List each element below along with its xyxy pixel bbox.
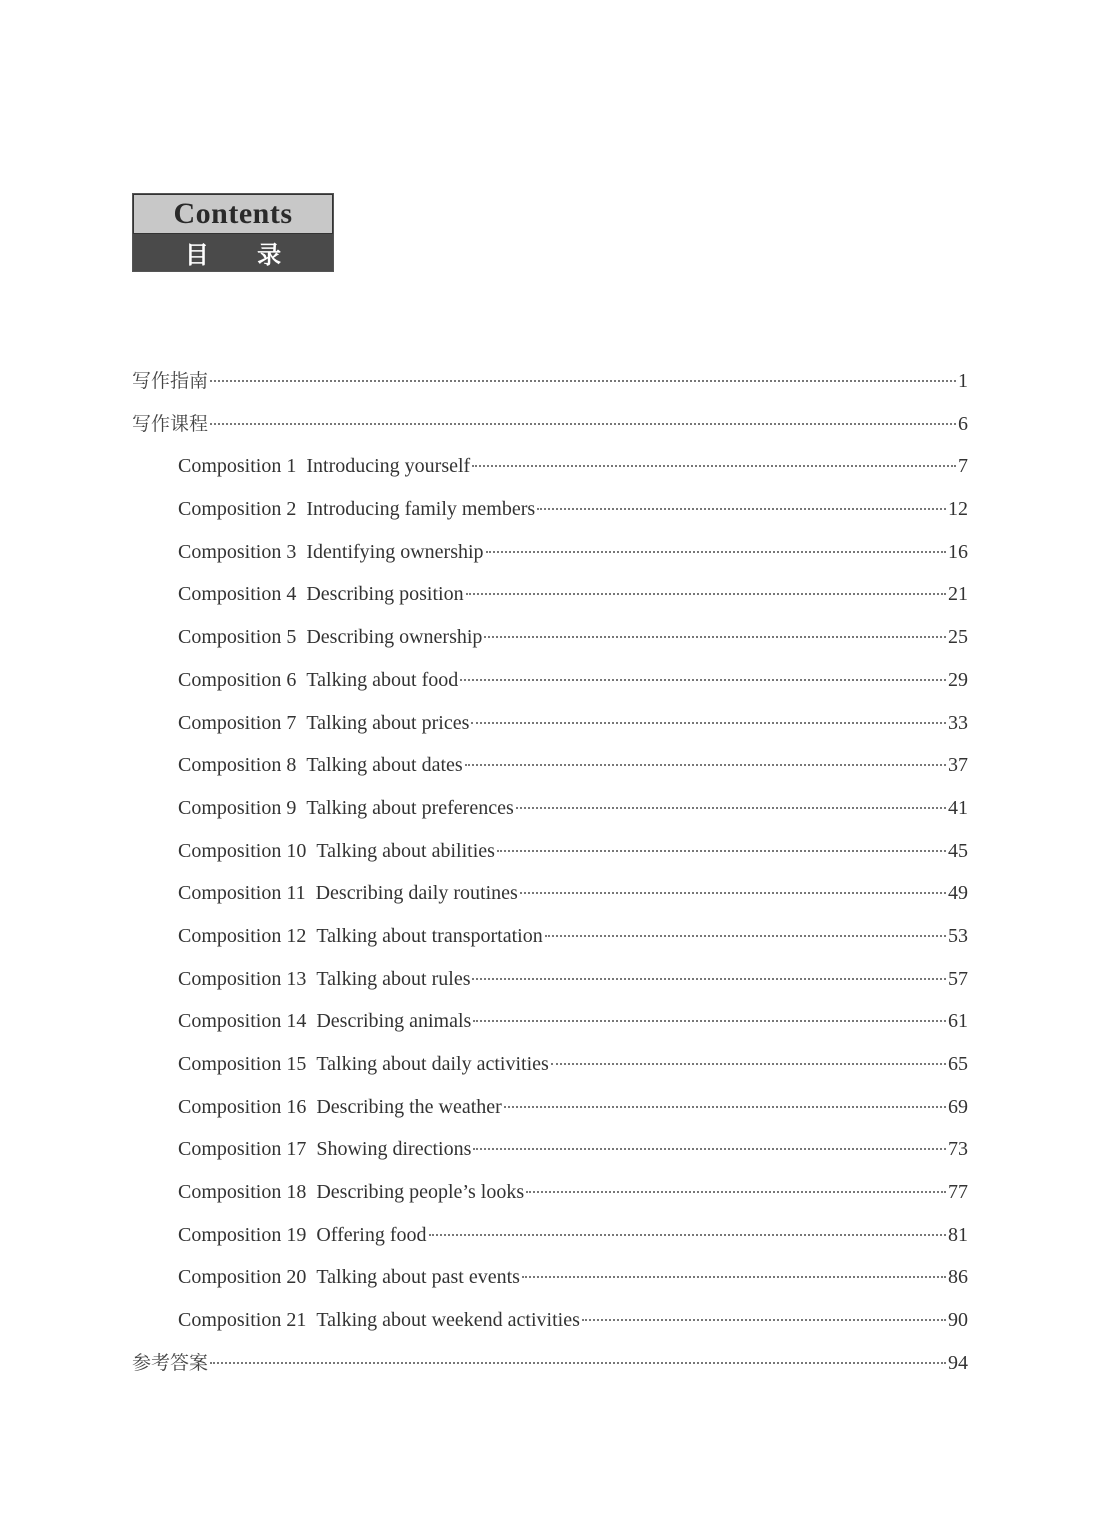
composition-number: Composition 4	[178, 583, 297, 606]
toc-entry-composition-11[interactable]	[132, 872, 968, 915]
dot-leader	[545, 935, 946, 937]
composition-list	[132, 445, 968, 1341]
contents-title-zh: 目 录	[133, 234, 333, 271]
dot-leader	[504, 1106, 946, 1108]
toc-entry-page: 86	[948, 1266, 968, 1289]
composition-title: Describing people’s looks	[316, 1181, 525, 1204]
toc-entry-page: 61	[948, 1010, 968, 1033]
dot-leader	[520, 892, 946, 894]
toc-entry-title	[178, 830, 495, 873]
dot-leader	[551, 1063, 946, 1065]
contents-header	[132, 193, 334, 272]
toc-entry-composition-5[interactable]	[132, 616, 968, 659]
composition-number: Composition 5	[178, 626, 297, 649]
composition-title: Talking about transportation	[316, 924, 543, 947]
dot-leader	[471, 722, 946, 724]
toc-entry-title	[178, 872, 518, 915]
toc-entry-composition-2[interactable]	[132, 488, 968, 531]
toc-entry-page: 81	[948, 1223, 968, 1246]
composition-number: Composition 14	[178, 1010, 307, 1033]
dot-leader	[429, 1234, 946, 1236]
toc-entry-page: 41	[948, 796, 968, 819]
dot-leader	[466, 593, 946, 595]
composition-number: Composition 6	[178, 668, 297, 691]
toc-entry-composition-14[interactable]	[132, 1000, 968, 1043]
toc-entry-composition-1[interactable]	[132, 445, 968, 488]
toc-entry-page: 65	[948, 1053, 968, 1075]
composition-title: Identifying ownership	[306, 540, 484, 563]
toc-entry-composition-16[interactable]	[132, 1086, 968, 1129]
composition-number: Composition 7	[178, 711, 297, 734]
toc-entry-composition-10[interactable]	[132, 830, 968, 873]
dot-leader	[522, 1276, 946, 1278]
toc-entry-title	[178, 659, 458, 702]
toc-entry-composition-18[interactable]	[132, 1171, 968, 1214]
composition-title: Describing position	[306, 583, 464, 606]
dot-leader	[210, 1362, 946, 1364]
toc-entry-page: 6	[958, 412, 968, 435]
composition-number: Composition 19	[178, 1223, 307, 1246]
composition-title: Describing animals	[316, 1010, 472, 1033]
dot-leader	[472, 978, 946, 980]
dot-leader	[465, 764, 946, 766]
composition-number: Composition 15	[178, 1053, 307, 1075]
contents-title-en: Contents	[133, 194, 333, 234]
dot-leader	[472, 465, 956, 467]
toc-entry-title	[178, 488, 535, 531]
toc-entry-title	[178, 1214, 427, 1257]
composition-number: Composition 12	[178, 924, 307, 947]
toc-entry-page: 37	[948, 754, 968, 777]
toc-entry-title	[178, 1000, 471, 1043]
composition-title: Introducing yourself	[306, 455, 471, 478]
dot-leader	[484, 636, 946, 638]
composition-title: Describing daily routines	[315, 882, 518, 905]
toc-entry-title	[178, 958, 470, 1001]
toc-entry-page: 49	[948, 882, 968, 905]
toc-entry-title	[178, 1299, 580, 1342]
toc-entry-title: 写作指南	[132, 370, 209, 392]
toc-entry-composition-8[interactable]	[132, 744, 968, 787]
toc-entry-composition-19[interactable]	[132, 1214, 968, 1257]
composition-number: Composition 13	[178, 967, 307, 990]
toc-entry-title	[178, 744, 463, 787]
toc-entry-title	[178, 616, 482, 659]
dot-leader	[473, 1020, 946, 1022]
toc-entry-answers[interactable]	[132, 1342, 968, 1385]
toc-entry-composition-9[interactable]	[132, 787, 968, 830]
composition-number: Composition 17	[178, 1138, 307, 1161]
composition-title: Talking about preferences	[306, 796, 514, 819]
composition-title: Talking about prices	[306, 711, 470, 734]
toc-entry-composition-21[interactable]	[132, 1299, 968, 1342]
toc-entry-composition-15[interactable]	[132, 1043, 968, 1086]
composition-number: Composition 20	[178, 1266, 307, 1289]
dot-leader	[210, 423, 956, 425]
toc-entry-course[interactable]	[132, 403, 968, 446]
toc-entry-composition-4[interactable]	[132, 573, 968, 616]
composition-number: Composition 11	[178, 882, 306, 905]
toc-entry-page: 29	[948, 668, 968, 691]
dot-leader	[460, 679, 946, 681]
composition-title: Talking about abilities	[316, 839, 495, 862]
composition-title: Introducing family members	[306, 498, 536, 521]
composition-title: Talking about rules	[316, 967, 471, 990]
composition-number: Composition 10	[178, 839, 307, 862]
toc-entry-title	[178, 1256, 520, 1299]
toc-entry-composition-20[interactable]	[132, 1256, 968, 1299]
toc-entry-guide[interactable]	[132, 360, 968, 403]
composition-title: Describing ownership	[306, 626, 483, 649]
composition-title: Talking about past events	[316, 1266, 520, 1289]
toc-entry-title	[178, 1086, 502, 1129]
composition-number: Composition 3	[178, 540, 297, 563]
toc-entry-title	[178, 702, 469, 745]
toc-entry-page: 53	[948, 924, 968, 947]
toc-entry-composition-3[interactable]	[132, 531, 968, 574]
toc-entry-page: 45	[948, 839, 968, 862]
composition-number: Composition 1	[178, 455, 297, 478]
toc-entry-page: 21	[948, 583, 968, 606]
composition-title: Offering food	[316, 1223, 427, 1246]
composition-number: Composition 16	[178, 1095, 307, 1118]
dot-leader	[582, 1319, 946, 1321]
toc-entry-page: 94	[948, 1351, 968, 1374]
composition-title: Describing the weather	[316, 1095, 502, 1118]
toc-entry-page: 16	[948, 540, 968, 563]
dot-leader	[486, 551, 946, 553]
toc-entry-composition-12[interactable]	[132, 915, 968, 958]
composition-title: Showing directions	[316, 1138, 472, 1161]
toc-entry-page: 90	[948, 1309, 968, 1332]
toc-entry-title: 参考答案	[132, 1351, 209, 1374]
toc-entry-title	[178, 1043, 549, 1086]
composition-title: Talking about dates	[306, 754, 463, 777]
composition-title: Talking about food	[306, 668, 459, 691]
dot-leader	[537, 508, 946, 510]
toc-entry-page: 12	[948, 498, 968, 521]
toc-entry-page: 7	[958, 455, 968, 478]
toc-entry-page: 25	[948, 626, 968, 649]
toc-entry-page: 33	[948, 711, 968, 734]
dot-leader	[516, 807, 946, 809]
toc-entry-title	[178, 787, 514, 830]
toc-entry-title	[178, 1128, 471, 1171]
table-of-contents	[132, 360, 968, 1385]
toc-entry-title	[178, 573, 464, 616]
toc-entry-composition-17[interactable]	[132, 1128, 968, 1171]
composition-number: Composition 2	[178, 498, 297, 521]
composition-number: Composition 8	[178, 754, 297, 777]
toc-entry-page: 1	[958, 370, 968, 392]
toc-entry-title	[178, 915, 543, 958]
composition-number: Composition 9	[178, 796, 297, 819]
composition-title: Talking about weekend activities	[316, 1309, 580, 1332]
toc-entry-page: 73	[948, 1138, 968, 1161]
toc-entry-composition-6[interactable]	[132, 659, 968, 702]
toc-entry-composition-13[interactable]	[132, 958, 968, 1001]
dot-leader	[473, 1148, 946, 1150]
composition-number: Composition 21	[178, 1309, 307, 1332]
composition-title: Talking about daily activities	[316, 1053, 549, 1075]
toc-entry-title	[178, 531, 484, 574]
toc-entry-composition-7[interactable]	[132, 702, 968, 745]
toc-entry-page: 57	[948, 967, 968, 990]
toc-entry-title	[178, 445, 470, 488]
toc-entry-page: 69	[948, 1095, 968, 1118]
composition-number: Composition 18	[178, 1181, 307, 1204]
toc-entry-page: 77	[948, 1181, 968, 1204]
toc-entry-title: 写作课程	[132, 412, 209, 435]
dot-leader	[526, 1191, 946, 1193]
dot-leader	[210, 380, 956, 382]
toc-entry-title	[178, 1171, 524, 1214]
dot-leader	[497, 850, 946, 852]
